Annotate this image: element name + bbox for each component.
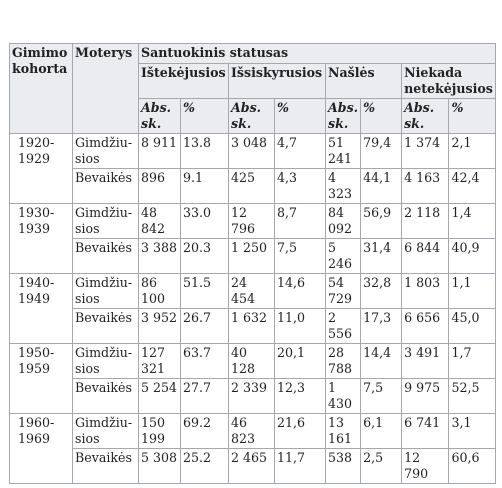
abs-value-cell: 5 308 [139,449,181,484]
women-header: Moterys [73,44,139,134]
abs-value-cell: 4 163 [402,169,449,204]
pct-value-cell: 20,1 [275,344,326,379]
group-header: Niekada netekėjusios [402,64,496,99]
abs-value-cell: 8 911 [139,134,181,169]
pct-value-cell: 2,5 [361,449,402,484]
abs-value-cell: 1 803 [402,274,449,309]
abs-header: Abs. sk. [402,99,449,134]
pct-header: % [275,99,326,134]
pct-value-cell: 11,0 [275,309,326,344]
pct-value-cell: 13.8 [181,134,229,169]
pct-header: % [181,99,229,134]
cohort-cell: 1930-1939 [10,204,73,274]
table-row [10,169,496,204]
pct-value-cell: 44,1 [361,169,402,204]
pct-header: % [361,99,402,134]
pct-value-cell: 1,7 [449,344,495,379]
women-type-cell: Gimdžiu-sios [73,204,139,239]
abs-value-cell: 12 796 [229,204,275,239]
pct-value-cell: 1,1 [449,274,495,309]
abs-header: Abs. sk. [139,99,181,134]
pct-value-cell: 3,1 [449,414,495,449]
cohort-cell: 1950-1959 [10,344,73,414]
pct-value-cell: 60,6 [449,449,495,484]
abs-value-cell: 4 323 [326,169,361,204]
abs-value-cell: 2 339 [229,379,275,414]
women-type-cell: Bevaikės [73,169,139,204]
abs-value-cell: 2 118 [402,204,449,239]
abs-value-cell: 1 430 [326,379,361,414]
abs-value-cell: 425 [229,169,275,204]
table-row [10,309,496,344]
pct-value-cell: 31,4 [361,239,402,274]
table-row [10,344,496,379]
abs-value-cell: 1 374 [402,134,449,169]
pct-value-cell: 25.2 [181,449,229,484]
abs-value-cell: 5 254 [139,379,181,414]
abs-value-cell: 5 246 [326,239,361,274]
pct-value-cell: 14,6 [275,274,326,309]
cohort-cell: 1920-1929 [10,134,73,204]
pct-value-cell: 52,5 [449,379,495,414]
abs-value-cell: 48 842 [139,204,181,239]
pct-value-cell: 26.7 [181,309,229,344]
marital-status-table [9,43,496,484]
pct-value-cell: 21,6 [275,414,326,449]
abs-value-cell: 86 100 [139,274,181,309]
abs-value-cell: 40 128 [229,344,275,379]
pct-value-cell: 4,7 [275,134,326,169]
pct-value-cell: 14,4 [361,344,402,379]
pct-value-cell: 6,1 [361,414,402,449]
table-row [10,449,496,484]
abs-value-cell: 28 788 [326,344,361,379]
pct-value-cell: 12,3 [275,379,326,414]
pct-value-cell: 2,1 [449,134,495,169]
abs-value-cell: 46 823 [229,414,275,449]
pct-value-cell: 8,7 [275,204,326,239]
pct-value-cell: 40,9 [449,239,495,274]
cohort-cell: 1940-1949 [10,274,73,344]
women-type-cell: Bevaikės [73,449,139,484]
pct-value-cell: 27.7 [181,379,229,414]
pct-value-cell: 17,3 [361,309,402,344]
abs-value-cell: 24 454 [229,274,275,309]
abs-value-cell: 12 790 [402,449,449,484]
pct-value-cell: 4,3 [275,169,326,204]
abs-header: Abs. sk. [326,99,361,134]
abs-value-cell: 6 741 [402,414,449,449]
pct-value-cell: 32,8 [361,274,402,309]
pct-value-cell: 33.0 [181,204,229,239]
women-type-cell: Gimdžiu-sios [73,134,139,169]
abs-value-cell: 51 241 [326,134,361,169]
abs-value-cell: 6 656 [402,309,449,344]
pct-value-cell: 11,7 [275,449,326,484]
pct-value-cell: 7,5 [361,379,402,414]
abs-value-cell: 896 [139,169,181,204]
table-row [10,239,496,274]
pct-value-cell: 42,4 [449,169,495,204]
abs-value-cell: 2 465 [229,449,275,484]
abs-header: Abs. sk. [229,99,275,134]
table-row [10,274,496,309]
pct-value-cell: 51.5 [181,274,229,309]
abs-value-cell: 6 844 [402,239,449,274]
abs-value-cell: 3 048 [229,134,275,169]
pct-header: % [449,99,495,134]
cohort-cell: 1960-1969 [10,414,73,484]
women-type-cell: Bevaikės [73,379,139,414]
pct-value-cell: 69.2 [181,414,229,449]
pct-value-cell: 56,9 [361,204,402,239]
table-row [10,134,496,169]
abs-value-cell: 2 556 [326,309,361,344]
group-header: Ištekėjusios [139,64,229,99]
cohort-header: Gimimo kohorta [10,44,73,134]
abs-value-cell: 3 952 [139,309,181,344]
women-type-cell: Gimdžiu-sios [73,344,139,379]
pct-value-cell: 45,0 [449,309,495,344]
pct-value-cell: 9.1 [181,169,229,204]
abs-value-cell: 1 632 [229,309,275,344]
women-type-cell: Bevaikės [73,309,139,344]
abs-value-cell: 538 [326,449,361,484]
abs-value-cell: 127 321 [139,344,181,379]
abs-value-cell: 1 250 [229,239,275,274]
abs-value-cell: 13 161 [326,414,361,449]
abs-value-cell: 54 729 [326,274,361,309]
abs-value-cell: 84 092 [326,204,361,239]
women-type-cell: Gimdžiu-sios [73,414,139,449]
women-type-cell: Gimdžiu-sios [73,274,139,309]
group-header: Išsiskyrusios [229,64,326,99]
pct-value-cell: 1,4 [449,204,495,239]
group-header: Našlės [326,64,402,99]
pct-value-cell: 20.3 [181,239,229,274]
pct-value-cell: 63.7 [181,344,229,379]
abs-value-cell: 3 491 [402,344,449,379]
table-row [10,379,496,414]
pct-value-cell: 7,5 [275,239,326,274]
abs-value-cell: 9 975 [402,379,449,414]
women-type-cell: Bevaikės [73,239,139,274]
table-row [10,414,496,449]
table-row [10,204,496,239]
abs-value-cell: 3 388 [139,239,181,274]
pct-value-cell: 79,4 [361,134,402,169]
marital-status-header: Santuokinis statusas [139,44,496,64]
abs-value-cell: 150 199 [139,414,181,449]
